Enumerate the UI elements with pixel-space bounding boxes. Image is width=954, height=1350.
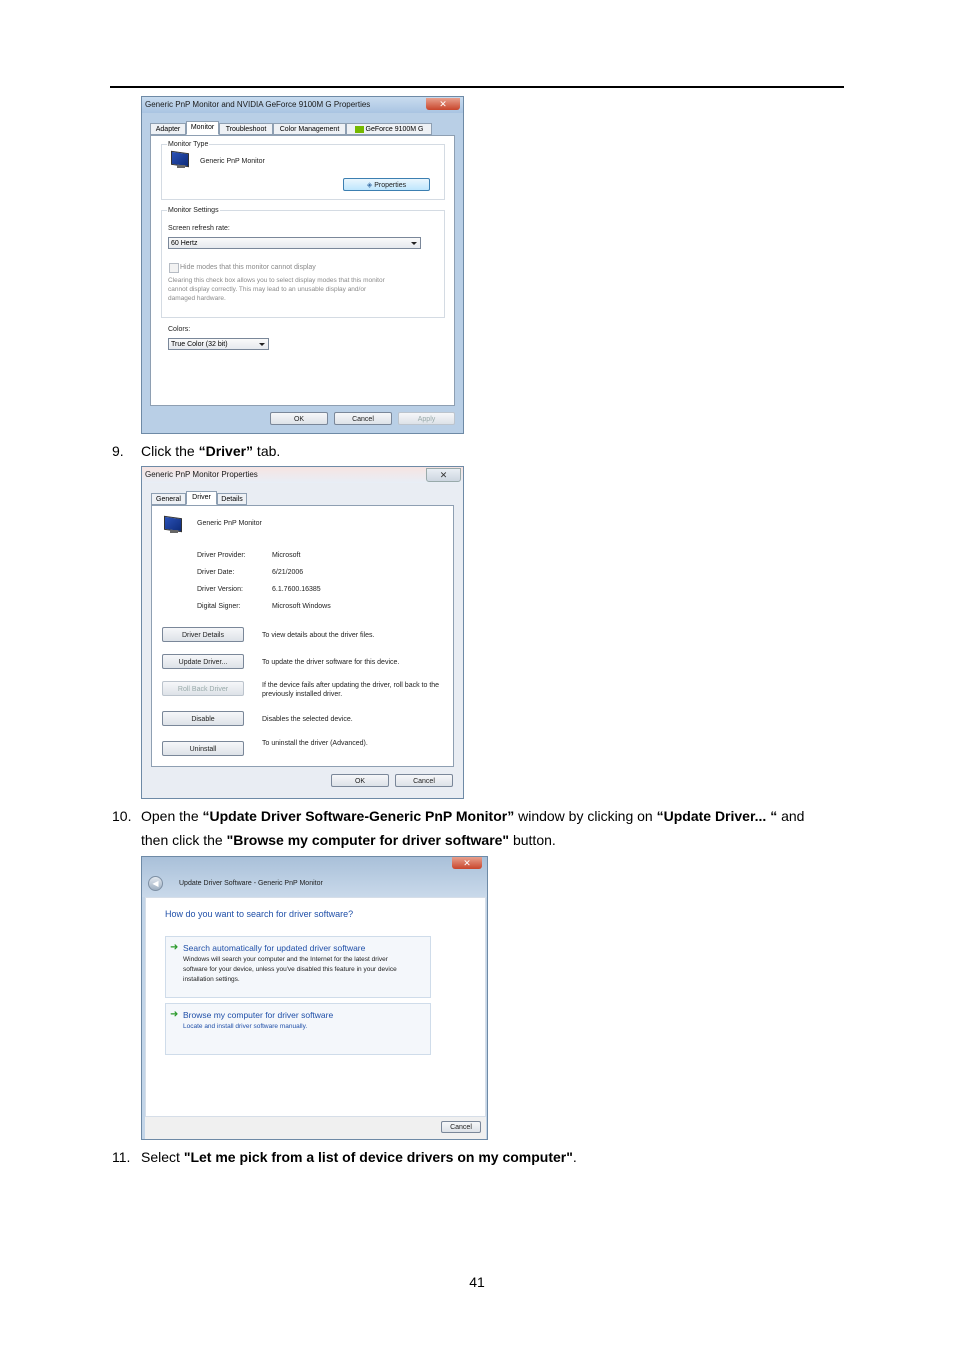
step-11 xyxy=(0,1148,954,1166)
step-text-part: button. xyxy=(509,832,556,848)
step-text xyxy=(141,1148,577,1166)
step-text-bold: "Let me pick from a list of device drivers on my computer" xyxy=(183,1149,573,1165)
step-text-part: Click the xyxy=(141,443,199,459)
step-text-bold: “Update Driver... “ xyxy=(656,808,778,824)
driver-provider-value: Microsoft xyxy=(272,552,301,559)
uninstall-desc: To uninstall the driver (Advanced). xyxy=(262,740,368,747)
tab-monitor[interactable]: Monitor xyxy=(186,121,219,135)
option-desc: Locate and install driver software manually. xyxy=(183,1023,308,1030)
driver-version-key: Driver Version: xyxy=(197,586,243,593)
driver-date-key: Driver Date: xyxy=(197,569,235,576)
colors-value: True Color (32 bit) xyxy=(171,341,228,348)
option-title: Browse my computer for driver software xyxy=(183,1010,334,1020)
step-text-bold: “Driver” xyxy=(198,443,254,459)
step-text-part: tab. xyxy=(253,443,281,459)
tab-geforce[interactable] xyxy=(346,123,432,135)
wizard-title-bar xyxy=(142,857,487,897)
driver-details-desc: To view details about the driver files. xyxy=(262,632,375,639)
disable-desc: Disables the selected device. xyxy=(262,716,353,723)
step-text-part: Select xyxy=(141,1149,184,1165)
chevron-down-icon xyxy=(411,242,417,245)
page-number: 41 xyxy=(469,1274,485,1290)
close-icon[interactable]: ✕ xyxy=(426,468,461,482)
browse-computer-option[interactable] xyxy=(165,1003,431,1055)
step-text-part: . xyxy=(572,1149,577,1165)
colors-label: Colors: xyxy=(168,326,191,333)
driver-date-value: 6/21/2006 xyxy=(272,569,304,576)
step-10 xyxy=(0,807,954,849)
driver-version-value: 6.1.7600.16385 xyxy=(272,586,321,593)
tab-general[interactable]: General xyxy=(151,493,186,505)
green-arrow-icon: ➜ xyxy=(170,1009,179,1020)
step-number: 9. xyxy=(112,443,124,459)
tab-troubleshoot[interactable]: Troubleshoot xyxy=(219,123,273,135)
step-number: 11. xyxy=(112,1149,131,1165)
monitor-name: Generic PnP Monitor xyxy=(200,158,265,165)
shield-icon: ◈ xyxy=(366,182,373,189)
update-driver-wizard xyxy=(141,856,488,1140)
properties-button[interactable] xyxy=(343,178,430,191)
digital-signer-key: Digital Signer: xyxy=(197,603,241,610)
tab-details[interactable]: Details xyxy=(217,493,247,505)
wizard-body xyxy=(145,897,486,1117)
close-icon[interactable]: ✕ xyxy=(426,98,460,110)
ok-button[interactable]: OK xyxy=(270,412,328,425)
option-desc-3: installation settings. xyxy=(183,976,240,983)
tab-panel xyxy=(150,135,455,406)
option-desc-1: Windows will search your computer and the Internet for the latest driver xyxy=(183,956,388,963)
close-icon[interactable]: ✕ xyxy=(452,857,482,869)
cancel-button[interactable]: Cancel xyxy=(395,774,453,787)
tab-geforce-label: GeForce 9100M G xyxy=(365,126,424,133)
hide-modes-label: Hide modes that this monitor cannot display xyxy=(180,264,316,271)
apply-button[interactable]: Apply xyxy=(398,412,455,425)
back-arrow-icon[interactable]: ◀ xyxy=(148,876,163,891)
option-title: Search automatically for updated driver software xyxy=(183,943,366,953)
cancel-button[interactable]: Cancel xyxy=(441,1121,481,1133)
colors-select[interactable] xyxy=(168,338,269,350)
wizard-footer xyxy=(145,1117,486,1139)
hide-modes-desc-1: Clearing this check box allows you to select display modes that this monitor xyxy=(168,277,385,284)
dialog-title: Generic PnP Monitor Properties xyxy=(142,467,463,483)
dialog-title: Generic PnP Monitor and NVIDIA GeForce 9100M G Properties xyxy=(142,97,463,113)
update-driver-desc: To update the driver software for this device. xyxy=(262,659,400,666)
option-desc-2: software for your device, unless you've disabled this feature in your device xyxy=(183,966,397,973)
tab-color-management[interactable]: Color Management xyxy=(273,123,346,135)
hide-modes-desc-2: cannot display correctly. This may lead to an unusable display and/or xyxy=(168,286,367,293)
refresh-rate-value: 60 Hertz xyxy=(171,240,198,247)
green-arrow-icon: ➜ xyxy=(170,942,179,953)
step-text-bold: "Browse my computer for driver software" xyxy=(226,832,510,848)
tab-driver[interactable]: Driver xyxy=(186,491,217,505)
monitor-properties-dialog xyxy=(141,96,464,434)
disable-button[interactable]: Disable xyxy=(162,711,244,726)
step-text-line-1 xyxy=(141,807,804,825)
step-text-part: Open the xyxy=(141,808,203,824)
generic-pnp-properties-dialog xyxy=(141,466,464,799)
driver-details-button[interactable]: Driver Details xyxy=(162,627,244,642)
monitor-icon xyxy=(164,517,182,533)
roll-back-driver-button[interactable]: Roll Back Driver xyxy=(162,681,244,696)
refresh-rate-select[interactable] xyxy=(168,237,421,249)
uninstall-button[interactable]: Uninstall xyxy=(162,741,244,756)
header-rule xyxy=(110,86,844,88)
step-9 xyxy=(0,442,954,460)
properties-button-label: Properties xyxy=(374,182,407,189)
step-text-part: then click the xyxy=(141,832,227,848)
roll-back-driver-desc: If the device fails after updating the driver, roll back to the previously installed driver. xyxy=(262,682,440,698)
monitor-settings-label: Monitor Settings xyxy=(168,207,219,214)
refresh-rate-label: Screen refresh rate: xyxy=(168,225,230,232)
step-text-part: window by clicking on xyxy=(514,808,657,824)
update-driver-button[interactable]: Update Driver... xyxy=(162,654,244,669)
wizard-question: How do you want to search for driver software? xyxy=(165,909,354,919)
search-automatically-option[interactable] xyxy=(165,936,431,998)
chevron-down-icon xyxy=(259,343,265,346)
ok-button[interactable]: OK xyxy=(331,774,389,787)
tab-adapter[interactable]: Adapter xyxy=(150,123,186,135)
digital-signer-value: Microsoft Windows xyxy=(272,603,331,610)
step-text-line-2 xyxy=(141,831,556,849)
step-text-part: and xyxy=(777,808,805,824)
monitor-type-label: Monitor Type xyxy=(168,141,209,148)
wizard-title: Update Driver Software - Generic PnP Monitor xyxy=(179,880,323,887)
tab-panel xyxy=(151,505,454,767)
step-number: 10. xyxy=(112,808,132,824)
device-name: Generic PnP Monitor xyxy=(197,520,262,527)
driver-provider-key: Driver Provider: xyxy=(197,552,246,559)
step-text-bold: “Update Driver Software-Generic PnP Monitor” xyxy=(202,808,515,824)
hide-modes-desc-3: damaged hardware. xyxy=(168,295,226,302)
cancel-button[interactable]: Cancel xyxy=(334,412,392,425)
monitor-icon xyxy=(171,152,189,168)
hide-modes-checkbox[interactable] xyxy=(169,263,179,273)
step-text xyxy=(141,442,280,460)
nvidia-icon xyxy=(355,126,364,133)
